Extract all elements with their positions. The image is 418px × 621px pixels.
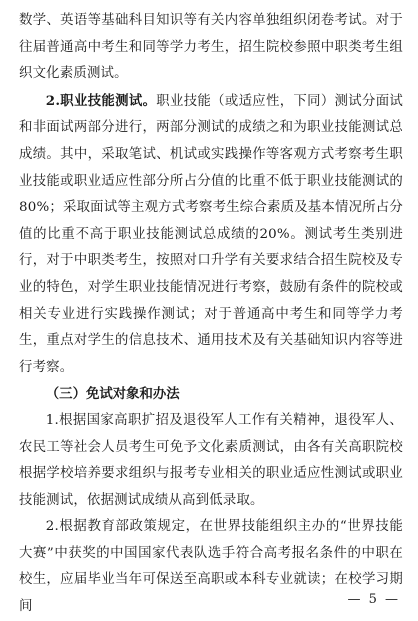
paragraph-vocational-skill-test [19,88,403,382]
heading-exemption: （三）免试对象和办法 [45,386,180,403]
section-body-vocational-skill-test: 职业技能（或适应性，下同）测试分面试和非面试两部分进行，两部分测试的成绩之和为职业技能测试总成绩。其中，采取笔试、机试或实践操作等客观方式考察考生职业技能或职业适应性部分所占分值的比重不低于职业技能测试的80%；采取面试等主观方式考察考生综合素质及基本情况所占分值的比重不高于职业技能测试总成绩的20%。测试考生类别进行，对于中职类考生，按照对口升学有关要求结合招生院校及专业的特色，对学生职业技能情况进行考察，鼓励有条件的院校或相关专业进行实践操作测试；对于普通高中考生和同等学力考生，重点对学生的信息技术、通用技术及有关基础知识内容等进行考察。 [19,93,403,375]
section-title-vocational-skill-test: 2.职业技能测试。 [45,92,157,109]
paragraph-exemption-1: 1.根据国家高职扩招及退役军人工作有关精神，退役军人、农民工等社会人员考生可免予文化素质测试，由各有关高职院校根据学校培养要求组织与报考专业相关的职业适应性测试或职业技能测试，依据测试成绩从高到低录取。 [19,412,403,508]
page-number: — 5 — [347,592,400,607]
document-page [19,8,403,621]
paragraph-exemption-2: 2.根据教育部政策规定，在世界技能组织主办的“世界技能大赛”中获奖的中国国家代表队选手符合高考报名条件的中职在校生，应届毕业当年可保送至高职或本科专业就读；在校学习期间 [19,519,403,615]
paragraph-cultural-test-end: 数学、英语等基础科目知识等有关内容单独组织闭卷考试。对于往届普通高中考生和同等学力考生，招生院校参照中职类考生组织文化素质测试。 [19,13,403,82]
